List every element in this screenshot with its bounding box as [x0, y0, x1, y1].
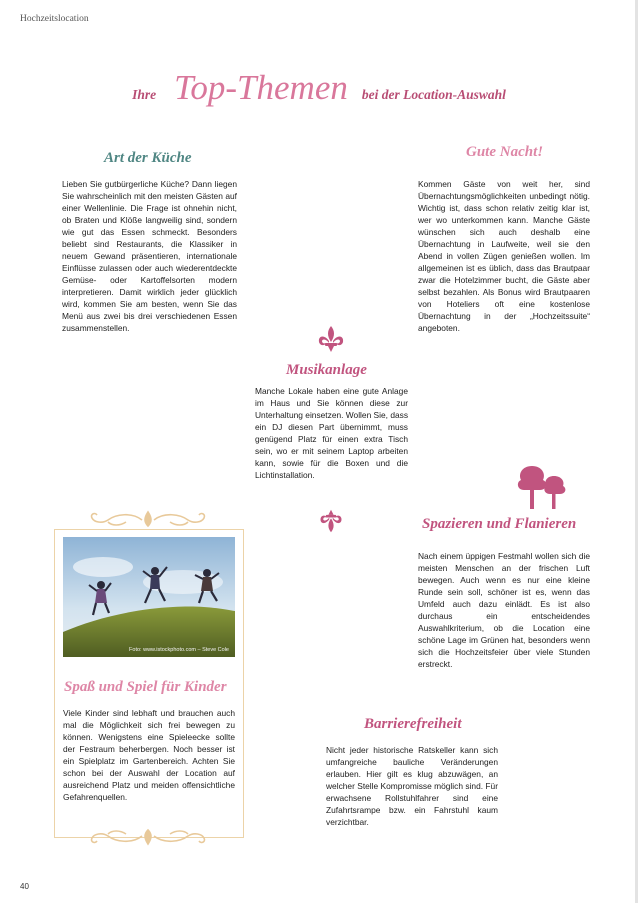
scroll-ornament-icon — [86, 508, 210, 528]
text-barriere: Nicht jeder historische Ratskeller kann sich umfangreiche bauliche Veränderungen erlauben. Hier gilt es klug abzuwägen, an welcher Stelle Kompromisse möglich sind. Für erwachsene Rollstuhlfahrer sind eine Zufahrtsrampe bzw. ein Fahrstuhl kaum verzichtbar. — [326, 745, 498, 827]
heading-kueche: Art der Küche — [104, 150, 192, 166]
running-head: Hochzeitslocation — [20, 14, 89, 24]
title-main: Top-Themen — [174, 68, 348, 107]
text-kinder: Viele Kinder sind lebhaft und brauchen auch mal die Möglichkeit sich frei bewegen zu können. Wenigstens eine Spieleecke sollte der Festraum beherbergen. Noch besser ist ein Spielplatz im Gartenbereich. Achten Sie schon bei der Auswahl der Location auf ausreichend Platz und meiden offensichtliche Gefahrenquellen. — [63, 708, 235, 802]
fleur-de-lis-icon — [316, 324, 346, 354]
heading-barriere: Barrierefreiheit — [364, 716, 462, 732]
fleur-de-lis-icon-2 — [318, 508, 344, 534]
children-jumping-photo — [63, 537, 235, 657]
text-spazieren: Nach einem üppigen Festmahl wollen sich die meisten Menschen an der frischen Luft bewegen. Auch wenn es nur eine kleine Runde sein soll, schöner ist es, wenn das Umfeld auch dazu einlädt. Es ist also durchaus ein entscheidendes Auswahlkriterium, ob die Location eine schöne Lage im Grünen hat, besonders wenn sich die Hochzeitsfeier über viele Stunden erstreckt. — [418, 551, 590, 669]
title-suffix: bei der Location-Auswahl — [361, 87, 506, 102]
photo-credit: Foto: www.istockphoto.com – Steve Cole — [129, 647, 229, 653]
text-kueche: Lieben Sie gutbürgerliche Küche? Dann liegen Sie wahrscheinlich mit den meisten Gästen auf einer Wellenlinie. Die Frage ist ohnehin nicht, ob Braten und Klöße langweilig sind, sondern wie gut das Essen schmeckt. Besonders beliebt sind Restaurants, die Klassiker in neuem Gewand präsentieren, internationale Einflüsse zulassen oder auch wiederentdeckte Gemüse- oder Kartoffelsorten modern interpretieren. Damit wirklich jeder glücklich wird, kommen Sie am besten, wenn Sie das Menü aus zwei bis drei verschiedenen Essen zusammenstellen. — [62, 179, 237, 333]
heading-musik: Musikanlage — [286, 362, 367, 378]
heading-spazieren: Spazieren und Flanieren — [422, 516, 577, 532]
heading-nacht: Gute Nacht! — [466, 144, 544, 160]
text-musik: Manche Lokale haben eine gute Anlage im Haus und Sie können diese zur Unterhaltung einsetzen. Wollen Sie, dass ein DJ diesen Part übernimmt, muss genügend Platz für einen extra Tisch sein, wo er mit seinem Laptop arbeiten kann, sowie für die Boxen und die Lichtinstallation. — [255, 386, 409, 480]
text-nacht: Kommen Gäste von weit her, sind Übernachtungsmöglichkeiten unbedingt nötig. Wichtig ist, dass schon relativ zeitig klar ist, wer wo unterkommen kann. Manche Gäste wünschen sich auch deshalb eine Übernachtung in Laufweite, weil sie den Abend in vollen Zügen genießen wollen. Im allgemeinen ist es üblich, dass das Brautpaar zwar die Hotelzimmer bucht, die Gäste aber selbst bezahlen. Als Bonus wird Brautpaaren von Hoteliers oft eine kostenlose Übernachtung in der „Hochzeitssuite“ angeboten. — [418, 179, 590, 333]
page-title — [0, 68, 638, 110]
photo-children-jumping — [63, 537, 235, 657]
scroll-ornament-icon-bottom — [86, 828, 210, 848]
page-number: 40 — [20, 882, 29, 891]
title-prefix: Ihre — [132, 87, 157, 102]
heading-kinder: Spaß und Spiel für Kinder — [64, 679, 227, 695]
trees-icon — [514, 462, 570, 512]
